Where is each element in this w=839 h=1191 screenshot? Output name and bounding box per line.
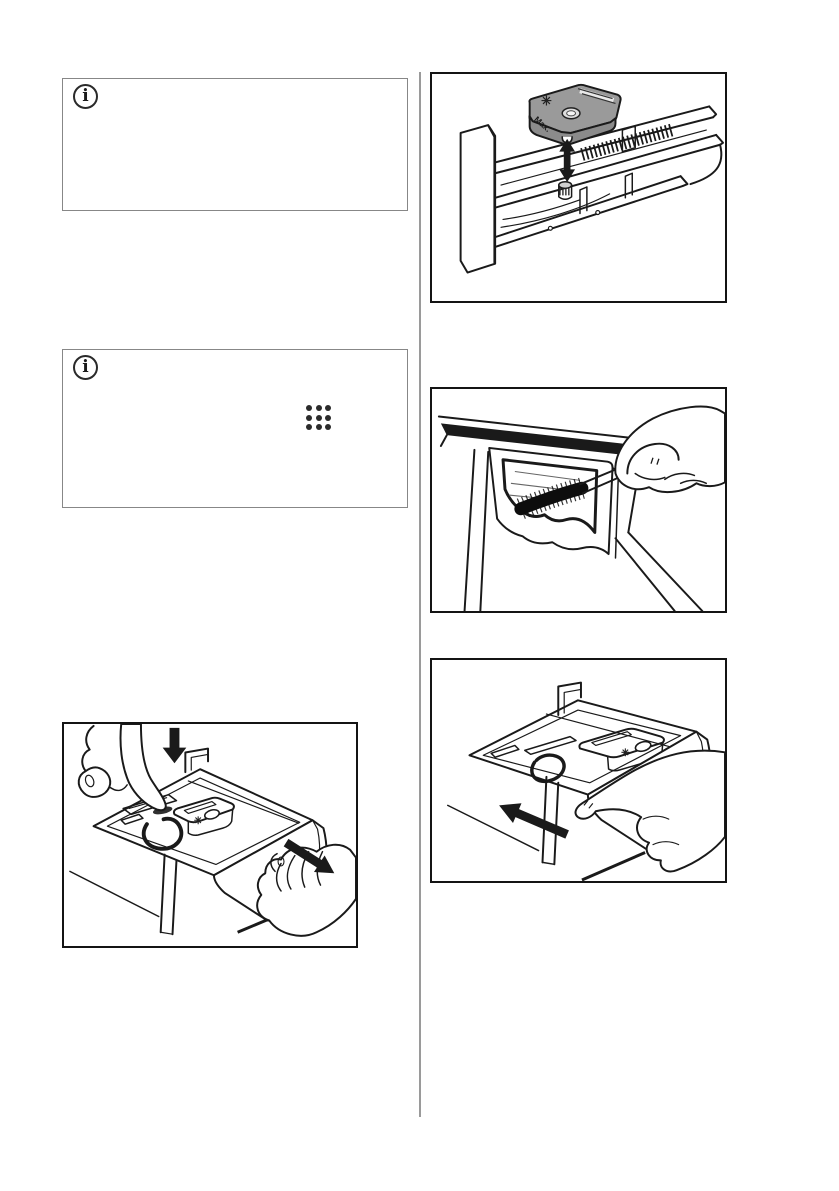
- hand-holding-brush: [615, 407, 725, 493]
- softener-compartment: [174, 798, 234, 836]
- arrow-down: [163, 728, 187, 763]
- push-drawer-illustration: [432, 660, 725, 881]
- cap-max-label: Max.: [532, 114, 553, 134]
- figure-remove-drawer: [62, 722, 358, 948]
- nine-dots-icon: [306, 405, 331, 430]
- lift-out-cap-illustration: [432, 74, 725, 301]
- hand-pushing-drawer: [576, 751, 725, 872]
- remove-drawer-illustration: [64, 724, 356, 946]
- info-note-box-2: [62, 349, 408, 508]
- additive-cap: [529, 85, 620, 144]
- info-note-box-1: [62, 78, 408, 211]
- hand-pressing-catch: [79, 724, 173, 816]
- column-divider: [419, 72, 421, 1117]
- arrow-up-left: [499, 803, 569, 838]
- flower-symbol: [542, 96, 552, 106]
- info-icon: i: [73, 355, 98, 380]
- figure-clean-recess: [430, 387, 727, 613]
- figure-push-drawer-in: [430, 658, 727, 883]
- drawer-peg: [559, 182, 572, 200]
- figure-lift-out-cap: [430, 72, 727, 303]
- clean-recess-illustration: [432, 389, 725, 611]
- info-icon: i: [73, 84, 98, 109]
